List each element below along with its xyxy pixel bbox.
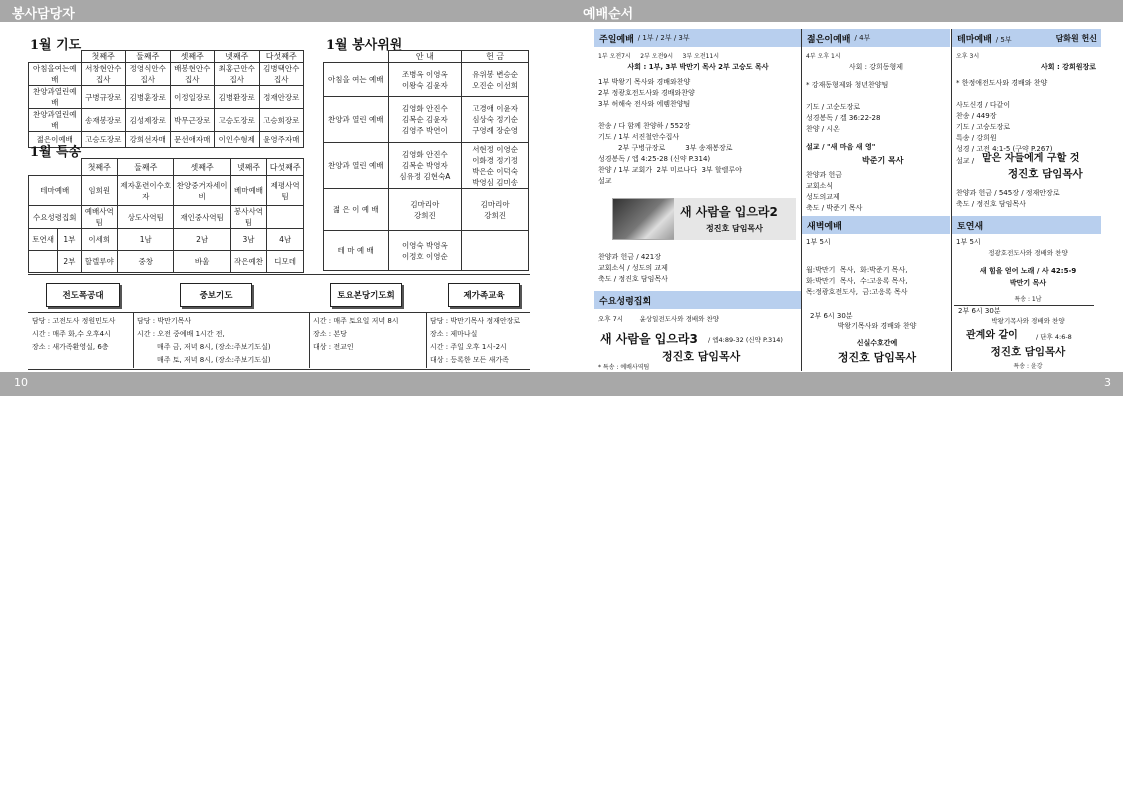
family-education-button[interactable]: 제가족교육 [448,283,520,307]
row-label: 아침을 여는 예배 [324,63,389,97]
youth-subtitle: / 4부 [854,34,871,42]
table-cell: 임희원 [81,176,118,206]
left-section-header: 봉사담당자 [12,7,75,22]
table-cell: 최홍근안수집사 [215,63,260,86]
top-band [0,0,1123,22]
table-cell: 구병규장로 [81,86,126,109]
table-cell: 문선애자매 [170,132,215,148]
saturday-line2: 박왕기목사와 경배와 찬양 [991,317,1065,325]
table-cell: 예배사역팀 [81,206,118,229]
special-table [28,158,304,273]
theme-time: 오후 3시 [956,53,980,60]
info-evangelism: 담당 : 고전도사 정원민도사 시간 : 매주 화,수 오후4시 장소 : 새가족환영실, 6층 [32,317,116,351]
table-cell: 김성제장로 [126,109,171,132]
table-cell: 박무근장로 [170,109,215,132]
table-cell: 바울 [174,251,230,273]
table-cell: 고승희장로 [259,109,304,132]
saturday-time: 1부 5시 [956,238,981,246]
table-cell: 김병훈장로 [126,86,171,109]
table-row [29,109,304,132]
table-cell: 고승도장로 [81,132,126,148]
page-number-right: 3 [1104,376,1111,389]
col-header: 헌 금 [462,51,529,63]
row-label: 젊은이예배 [29,132,82,148]
bottom-band [0,372,1123,396]
table-cell: 윤영주자매 [259,132,304,148]
prayer-table [28,50,304,148]
table-cell [462,231,529,271]
table-cell: 이영숙 박영옥 이정호 이영순 [388,231,462,271]
saturday-time2: 2부 6시 30분 [958,307,1001,315]
committee-table [323,50,529,271]
intercession-button[interactable]: 중보기도 [180,283,252,307]
right-section-header: 예배순서 [583,7,634,22]
table-cell: 작은예찬 [230,251,267,273]
youth-time: 4부 오후 1시 [806,53,841,60]
table-cell: 조병옥 이영옥 이왕숙 김윤자 [388,63,462,97]
wednesday-verse: / 엡4:89-32 (신약 P.314) [708,336,783,344]
youth-preacher: 박준기 목사 [862,156,904,165]
sunday-service-header [594,29,801,47]
table-cell: 정재안장로 [259,86,304,109]
dawn-service-header [802,216,950,234]
saturday-service-header [952,216,1101,234]
row-label: 수요성령집회 [29,206,82,229]
divider [28,369,530,370]
table-cell: 고경애 이윤자 심상숙 정기순 구영례 장순영 [462,97,529,143]
table-cell: 이정일장로 [170,86,215,109]
theme-service-header [952,29,1101,47]
saturday-sermon: 새 힘을 얻어 노래 / 사 42:5-9 [979,267,1077,275]
table-cell: 강희선자매 [126,132,171,148]
table-cell: 할렐루야 [81,251,118,273]
youth-host: 사회 : 강희동형제 [848,63,904,71]
theme-sermon-title: 맡은 자들에게 구할 것 [982,153,1080,164]
theme-leader: 담화원 헌신 [1055,33,1097,43]
divider [309,313,310,368]
row-label: 테 마 예 배 [324,231,389,271]
table-cell: 고승도장로 [215,109,260,132]
column-divider [801,29,802,371]
column-divider [951,29,952,371]
row-label: 찬양과열린예배 [29,86,82,109]
sunday-choir: 1부 박왕기 목사와 경배와찬양 2부 정광호전도사와 경배와찬양 3부 허해숙 전사와 에렘찬양팀 [598,78,695,108]
youth-sermon: 설교 / "새 마음 새 영" [806,143,876,151]
table-cell: 김영화 안진수 김복순 박영자 심유정 김현숙A [388,143,462,189]
committee-title: 1월 봉사위원 [326,38,403,53]
row-label: 아침을여는예배 [29,63,82,86]
sunday-subtitle: / 1부 / 2부 / 3부 [637,34,690,42]
divider [28,274,530,275]
dawn-pastor: 정진호 담임목사 [837,351,917,364]
info-family-education: 담당 : 박만기목사 정재안장로 장소 : 제마나실 시간 : 주일 오후 1시-2시 대상 : 등록한 모든 새가족 [430,317,521,364]
col-header: 넷째주 [215,51,260,63]
dawn-time: 1부 5시 [806,238,831,246]
col-header: 넷째주 [230,159,267,176]
saturday-title: 토연새 [957,221,984,232]
table-row [29,206,304,229]
table-cell: 김영화 안진수 김복순 김윤자 김영주 박연이 [388,97,462,143]
saturday-prayer-button[interactable]: 토요본당기도회 [330,283,402,307]
table-cell: 디모데 [267,251,304,273]
row-label: 찬양과 열린 예배 [324,143,389,189]
dawn-sermon-title: 신실수호간예 [856,339,898,347]
table-row [29,251,304,273]
table-cell: 찬양중거자세이비 [174,176,230,206]
table-row [29,63,304,86]
theme-body: * 한정애전도사와 경배와 찬양 사도신경 / 다같이 찬송 / 449장 기도 / 고승도장로 특송 / 강희원 성경 / 고전 4:1-5 (구약 P.267) [956,79,1053,153]
blank-corner [29,51,82,63]
dawn-body: 월:박만기 목사, 화:박준기 목사, 화:박만기 목사, 수:고응록 목사, 목:정광호전도사, 금:고응록 목사 [806,266,908,296]
row-label: 찬양과열린예배 [29,109,82,132]
blank-corner [29,159,82,176]
table-cell: 베마예배 [230,176,267,206]
col-header: 다섯째주 [267,159,304,176]
table-cell: 3남 [230,229,267,251]
page-number-left: 10 [14,376,28,389]
theme-sermon-prefix: 설교 / [956,157,975,165]
row-label [29,251,58,273]
wednesday-service-header [594,291,801,309]
col-header: 첫째주 [81,159,118,176]
col-header: 셋째주 [170,51,215,63]
youth-title: 젊은이예배 [807,34,851,45]
table-cell: 이세희 [81,229,118,251]
table-cell: 제평사역팀 [267,176,304,206]
theme-tail: 찬양과 헌금 / 545장 / 정재안장로 축도 / 정진호 담임목사 [956,189,1060,208]
table-cell: 재인중사역팀 [174,206,230,229]
col-header: 둘째주 [126,51,171,63]
table-cell: 유위봉 변승순 오진순 이선희 [462,63,529,97]
table-row [29,176,304,206]
divider [426,313,427,368]
dawn-title: 새벽예배 [807,221,842,232]
table-cell: 상도사역팀 [118,206,174,229]
evangelism-team-button[interactable]: 전도폭공대 [46,283,120,307]
table-cell: 제자훈련이수호자 [118,176,174,206]
table-cell: 서창현안수집사 [81,63,126,86]
saturday-line1: 정광호전도사와 경배와 찬양 [988,249,1068,257]
wednesday-sermon-title: 새 사람을 입으라3 [600,332,698,346]
col-header: 안 내 [388,51,462,63]
sermon-image [612,198,676,240]
wednesday-title: 수요성령집회 [599,296,652,307]
dawn-time2: 2부 6시 30분 [810,312,853,320]
table-cell: 김병택안수집사 [259,63,304,86]
info-intercession: 담당 : 박만기목사 시간 : 오전 중예배 1시간 전, 매주 금, 저녁 8시, (장소:주보기도실) 매주 토, 저녁 8시, (장소:주보기도실) [137,317,271,364]
table-cell: 김마리아 강희진 [388,189,462,231]
table-row [324,189,529,231]
saturday-pastor: 정진호 담임목사 [990,346,1066,358]
row-sublabel: 2부 [58,251,81,273]
table-cell: 1남 [118,229,174,251]
table-cell [267,206,304,229]
col-header: 셋째주 [174,159,230,176]
table-cell: 김마리아 강희진 [462,189,529,231]
table-cell: 송재봉장로 [81,109,126,132]
table-cell: 중창 [118,251,174,273]
row-sublabel: 1부 [58,229,81,251]
table-row [29,86,304,109]
table-row [324,231,529,271]
saturday-sermon2: 관계와 같이 [966,330,1018,341]
youth-tail: 찬양과 헌금 교회소식 성도의교제 축도 / 박준기 목사 [806,171,863,212]
row-label: 토연새 [29,229,58,251]
special-title: 1월 특송 [30,145,82,160]
theme-pastor: 정진호 담임목사 [1008,168,1083,180]
wednesday-pastor: 정진호 담임목사 [662,350,741,363]
table-cell: 봉사사역팀 [230,206,267,229]
youth-service-header [802,29,950,47]
saturday-preacher: 박만기 목사 [1009,279,1047,287]
sunday-tail: 찬양과 헌금 / 421장 교회소식 / 성도의 교제 축도 / 정진호 담임목사 [598,253,668,283]
table-row [29,229,304,251]
theme-title: 테마예배 [957,34,992,45]
theme-host: 사회 : 강희원장로 [1040,63,1096,71]
saturday-verse2: / 단후 4:6-8 [1036,333,1072,341]
row-label: 테마예배 [29,176,82,206]
youth-body: * 강재동형제와 청년찬양팀 기도 / 고순도장로 성경봉독 / 겔 36:22-28 찬양 / 시온 [806,81,889,133]
col-header: 첫째주 [81,51,126,63]
info-saturday-prayer: 시간 : 매주 토요일 저녁 8시 장소 : 본당 대상 : 전교인 [313,317,399,351]
table-row [324,97,529,143]
table-cell: 2남 [174,229,230,251]
table-cell: 이인수형제 [215,132,260,148]
dawn-line2: 박왕기목사와 경배와 찬양 [837,322,917,330]
row-label: 찬양과 열린 예배 [324,97,389,143]
saturday-special1: 특송 : 1남 [1014,296,1042,303]
sunday-sermon-title: 새 사람을 입으라2 [680,205,778,219]
divider [28,312,530,313]
sunday-times: 1부 오전7시 2부 오전9시 3부 오전11시 [598,53,720,60]
sunday-order: 찬송 / 다 함께 찬양하 / 552장 기도 / 1부 서진철안수집사 2부 구병규장로 3부 송재봉장로 성경봉독 / 엡 4:25-28 (신약 P.314) 찬양 / 1부 교회가 2부 미르나다 3부 할렐루야 설교 [598,122,742,185]
sunday-host: 사회 : 1부, 3부 박만기 목사 2부 고승도 목사 [627,63,769,71]
table-cell: 정영식안수집사 [126,63,171,86]
table-cell: 배봉현안수집사 [170,63,215,86]
theme-subtitle: / 5부 [995,35,1012,44]
col-header: 다섯째주 [259,51,304,63]
table-cell: 4남 [267,229,304,251]
blank-corner [324,51,389,63]
table-cell: 김병환장로 [215,86,260,109]
divider [133,313,134,368]
sunday-title: 주일예배 [599,34,634,45]
wednesday-line1: 오후 7시 윤상일전도사와 경배와 찬양 [598,315,720,323]
row-label: 젊 은 이 예 배 [324,189,389,231]
table-row [324,143,529,189]
col-header: 둘째주 [118,159,174,176]
table-row [324,63,529,97]
sunday-pastor: 정진호 담임목사 [706,224,763,233]
saturday-special2: 특송 : 윤강 [1013,363,1043,370]
wednesday-note: * 특송 : 예배사역팀 [598,364,650,371]
prayer-title: 1월 기도 [30,38,82,53]
table-cell: 서현정 이영순 이화경 정기정 박은순 이덕숙 박영심 김미송 [462,143,529,189]
